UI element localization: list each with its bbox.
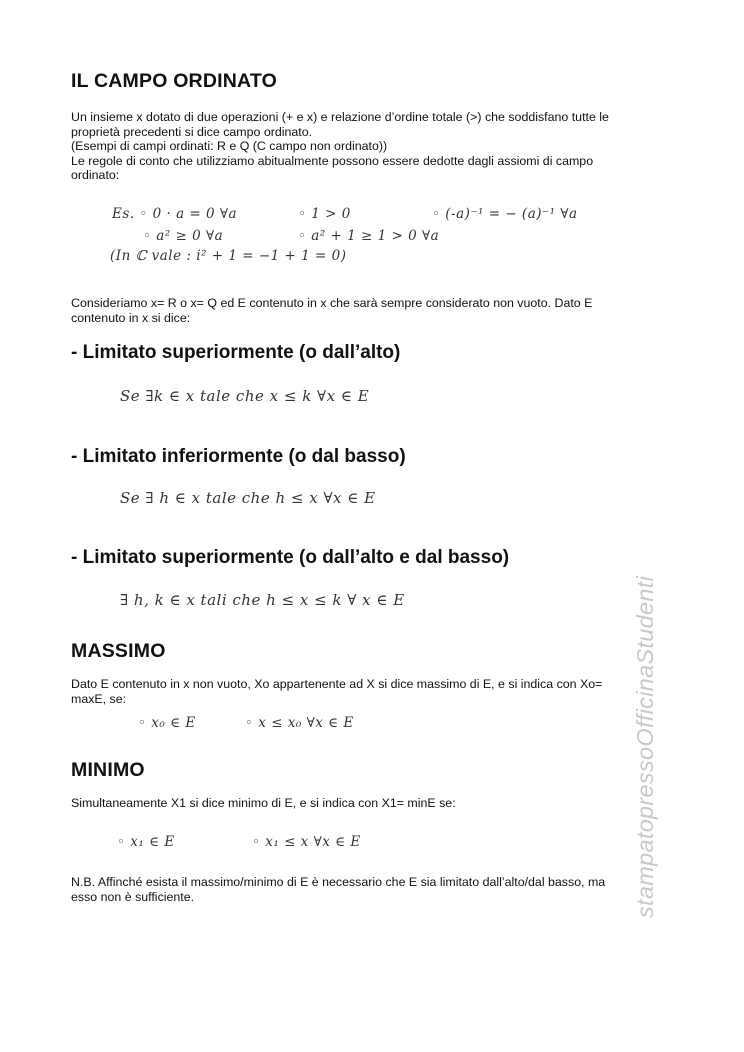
note-paragraph — [71, 875, 681, 904]
handwritten-condition: ◦ x₁ ∈ E — [117, 834, 175, 850]
intro-line: proprietà precedenti si dice campo ordinato. — [71, 124, 313, 139]
intro-line: Le regole di conto che utilizziamo abitualmente possono essere dedotte dagli assiomi di campo — [71, 153, 594, 168]
handwritten-condition: ◦ x₁ ≤ x ∀x ∈ E — [252, 834, 361, 850]
section-heading: - Limitato superiormente (o dall’alto e dal basso) — [71, 547, 510, 568]
watermark-text: stampatopressoOfficinaStudenti — [632, 575, 658, 918]
handwritten-condition: ◦ x ≤ x₀ ∀x ∈ E — [245, 715, 354, 731]
intro-line: ordinato: — [71, 168, 120, 183]
massimo-line: Dato E contenuto in x non vuoto, Xo appartenente ad X si dice massimo di E, e si indica con Xo= — [71, 677, 603, 691]
handwritten-example: ◦ 1 > 0 — [298, 206, 351, 222]
section-heading: MASSIMO — [71, 640, 166, 662]
note-line: N.B. Affinché esista il massimo/minimo di E è necessario che E sia limitato dall’alto/dal basso, ma — [71, 875, 606, 889]
handwritten-formula: ∃ h, k ∈ x tali che h ≤ x ≤ k ∀ x ∈ E — [120, 591, 405, 609]
section-heading: - Limitato inferiormente (o dal basso) — [71, 446, 406, 467]
consider-line: Consideriamo x= R o x= Q ed E contenuto in x che sarà sempre considerato non vuoto. Dato E — [71, 296, 593, 310]
minimo-line: Simultaneamente X1 si dice minimo di E, e si indica con X1= minE se: — [71, 796, 456, 810]
intro-line: Un insieme x dotato di due operazioni (+ e x) e relazione d’ordine totale (>) che soddisfano tutte le — [71, 110, 609, 124]
handwritten-formula: Se ∃k ∈ x tale che x ≤ k ∀x ∈ E — [120, 387, 370, 405]
intro-paragraph — [71, 110, 681, 183]
massimo-line: maxE, se: — [71, 691, 127, 706]
intro-line: (Esempi di campi ordinati: R e Q (C campo non ordinato)) — [71, 139, 388, 154]
page-title: IL CAMPO ORDINATO — [71, 70, 277, 92]
handwritten-condition: ◦ x₀ ∈ E — [138, 715, 196, 731]
handwritten-example: ◦ a² ≥ 0 ∀a — [143, 228, 224, 244]
handwritten-example: ◦ (-a)⁻¹ = − (a)⁻¹ ∀a — [432, 206, 578, 222]
handwritten-example: ◦ a² + 1 ≥ 1 > 0 ∀a — [298, 228, 440, 244]
consider-line: contenuto in x si dice: — [71, 310, 191, 325]
section-heading: - Limitato superiormente (o dall’alto) — [71, 342, 401, 363]
handwritten-example: (In ℂ vale : i² + 1 = −1 + 1 = 0) — [110, 248, 347, 264]
massimo-paragraph — [71, 677, 681, 706]
handwritten-example: Es. ◦ 0 · a = 0 ∀a — [112, 206, 238, 222]
section-heading: MINIMO — [71, 759, 145, 781]
minimo-paragraph — [71, 796, 681, 811]
handwritten-formula: Se ∃ h ∈ x tale che h ≤ x ∀x ∈ E — [120, 489, 376, 507]
note-line: esso non è sufficiente. — [71, 889, 195, 904]
consider-paragraph — [71, 296, 681, 325]
